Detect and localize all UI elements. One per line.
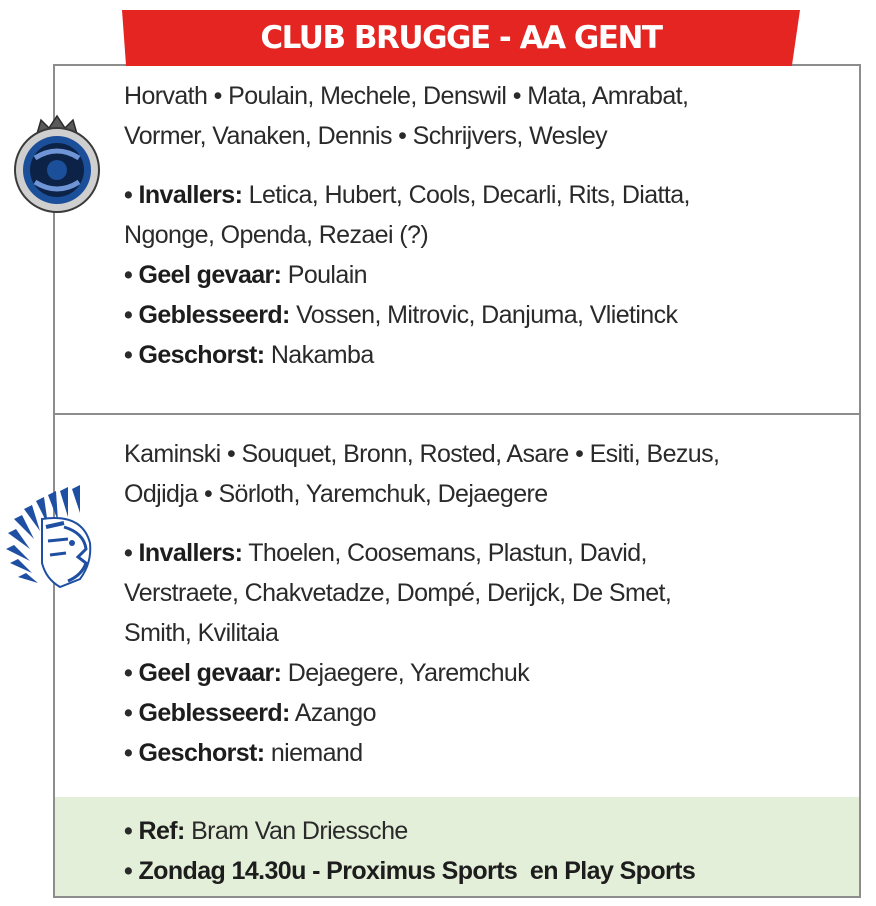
away-invallers-value-2: Verstraete, Chakvetadze, Dompé, Derijck, De Smet, [124, 579, 672, 607]
match-title: CLUB BRUGGE - AA GENT [260, 20, 662, 56]
home-invallers [124, 175, 844, 215]
bullet: • [124, 301, 133, 329]
away-lineup-line-1: Kaminski • Souquet, Bronn, Rosted, Asare • Esiti, Bezus, [124, 440, 720, 468]
referee-line [124, 811, 844, 851]
aa-gent-indian-head-icon [2, 483, 102, 591]
club-brugge-crest-icon [11, 114, 103, 218]
away-lineup-line-2: Odjidja • Sörloth, Yaremchuk, Dejaegere [124, 480, 548, 508]
home-geel-gevaar [124, 255, 844, 295]
away-invallers-value-1: Thoelen, Coosemans, Plastun, David, [242, 539, 647, 567]
home-geschorst-label: Geschorst: [138, 341, 265, 369]
referee-label: Ref: [138, 817, 185, 845]
away-team-block [124, 434, 844, 773]
home-geschorst-value: Nakamba [264, 341, 374, 369]
away-geel-label: Geel gevaar: [138, 659, 282, 687]
bullet: • [124, 181, 133, 209]
bullet: • [124, 857, 133, 885]
away-geblesseerd-label: Geblesseerd: [138, 699, 290, 727]
bullet: • [124, 817, 133, 845]
home-invallers-value-2: Ngonge, Openda, Rezaei (?) [124, 221, 429, 249]
home-geblesseerd-label: Geblesseerd: [138, 301, 290, 329]
away-geel-gevaar [124, 653, 844, 693]
bullet: • [124, 699, 133, 727]
away-geschorst-value: niemand [264, 739, 363, 767]
broadcast-line [124, 851, 844, 891]
home-lineup-line-2: Vormer, Vanaken, Dennis • Schrijvers, Wesley [124, 122, 608, 150]
match-info-block [124, 811, 844, 891]
away-invallers-label: Invallers: [138, 539, 243, 567]
away-geblesseerd-value: Azango [289, 699, 376, 727]
away-geel-value: Dejaegere, Yaremchuk [281, 659, 530, 687]
away-invallers-value-3: Smith, Kvilitaia [124, 619, 279, 647]
bullet: • [124, 739, 133, 767]
team-divider [55, 413, 861, 415]
bullet: • [124, 659, 133, 687]
home-invallers-label: Invallers: [138, 181, 243, 209]
referee-value: Bram Van Driessche [184, 817, 408, 845]
home-invallers-value-1: Letica, Hubert, Cools, Decarli, Rits, Diatta, [242, 181, 690, 209]
bullet: • [124, 341, 133, 369]
home-geblesseerd-value: Vossen, Mitrovic, Danjuma, Vlietinck [289, 301, 678, 329]
away-geschorst [124, 733, 844, 773]
home-geel-value: Poulain [281, 261, 367, 289]
away-invallers [124, 533, 844, 573]
home-team-block [124, 76, 844, 375]
home-geschorst [124, 335, 844, 375]
home-geblesseerd [124, 295, 844, 335]
away-geblesseerd [124, 693, 844, 733]
home-lineup-line-1: Horvath • Poulain, Mechele, Denswil • Mata, Amrabat, [124, 82, 689, 110]
broadcast-info: Zondag 14.30u - Proximus Sports en Play Sports [138, 857, 696, 885]
away-geschorst-label: Geschorst: [138, 739, 265, 767]
bullet: • [124, 261, 133, 289]
bullet: • [124, 539, 133, 567]
home-geel-label: Geel gevaar: [138, 261, 282, 289]
